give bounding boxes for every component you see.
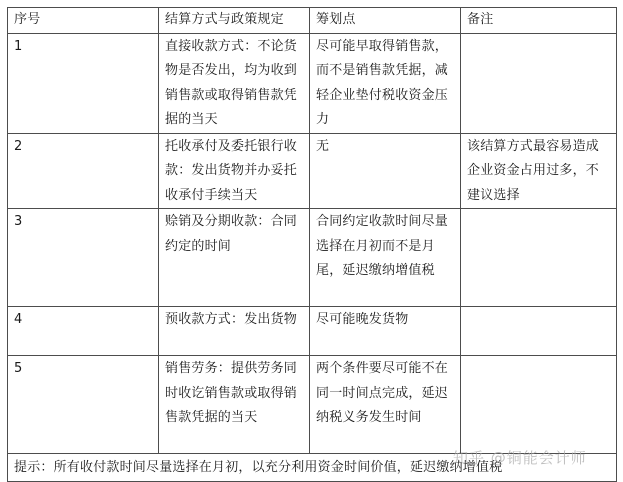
table-row — [8, 356, 617, 454]
header-cell-plan: 筹划点 — [310, 8, 461, 34]
cell-no: 1 — [8, 33, 159, 133]
table-note: 提示：所有收付款时间尽量选择在月初，以充分利用资金时间价值，延迟缴纳增值税 — [8, 454, 617, 482]
cell-plan: 合同约定收款时间尽量选择在月初而不是月尾，延迟缴纳增值税 — [310, 209, 461, 307]
header-cell-no: 序号 — [8, 8, 159, 34]
header-cell-method: 结算方式与政策规定 — [159, 8, 310, 34]
cell-plan: 两个条件要尽可能不在同一时间点完成，延迟纳税义务发生时间 — [310, 356, 461, 454]
cell-method: 赊销及分期收款：合同约定的时间 — [159, 209, 310, 307]
watermark: 知乎 @铜能会计师 — [453, 449, 587, 467]
cell-method: 直接收款方式：不论货物是否发出，均为收到销售款或取得销售款凭据的当天 — [159, 33, 310, 133]
header-cell-remark: 备注 — [461, 8, 617, 34]
cell-plan: 尽可能早取得销售款，而不是销售款凭据，减轻企业垫付税收资金压力 — [310, 33, 461, 133]
cell-method: 预收款方式：发出货物 — [159, 307, 310, 356]
cell-method: 托收承付及委托银行收款：发出货物并办妥托收承付手续当天 — [159, 133, 310, 209]
cell-no: 4 — [8, 307, 159, 356]
cell-remark — [461, 209, 617, 307]
cell-plan: 尽可能晚发货物 — [310, 307, 461, 356]
table-row — [8, 33, 617, 133]
table-row — [8, 133, 617, 209]
cell-remark: 该结算方式最容易造成企业资金占用过多，不建议选择 — [461, 133, 617, 209]
policy-table — [7, 7, 617, 482]
table-header-row — [8, 8, 617, 34]
cell-method: 销售劳务：提供劳务同时收讫销售款或取得销售款凭据的当天 — [159, 356, 310, 454]
cell-plan: 无 — [310, 133, 461, 209]
cell-remark — [461, 356, 617, 454]
cell-remark — [461, 307, 617, 356]
cell-no: 2 — [8, 133, 159, 209]
cell-no: 3 — [8, 209, 159, 307]
cell-no: 5 — [8, 356, 159, 454]
table-row — [8, 209, 617, 307]
cell-remark — [461, 33, 617, 133]
table-row — [8, 307, 617, 356]
